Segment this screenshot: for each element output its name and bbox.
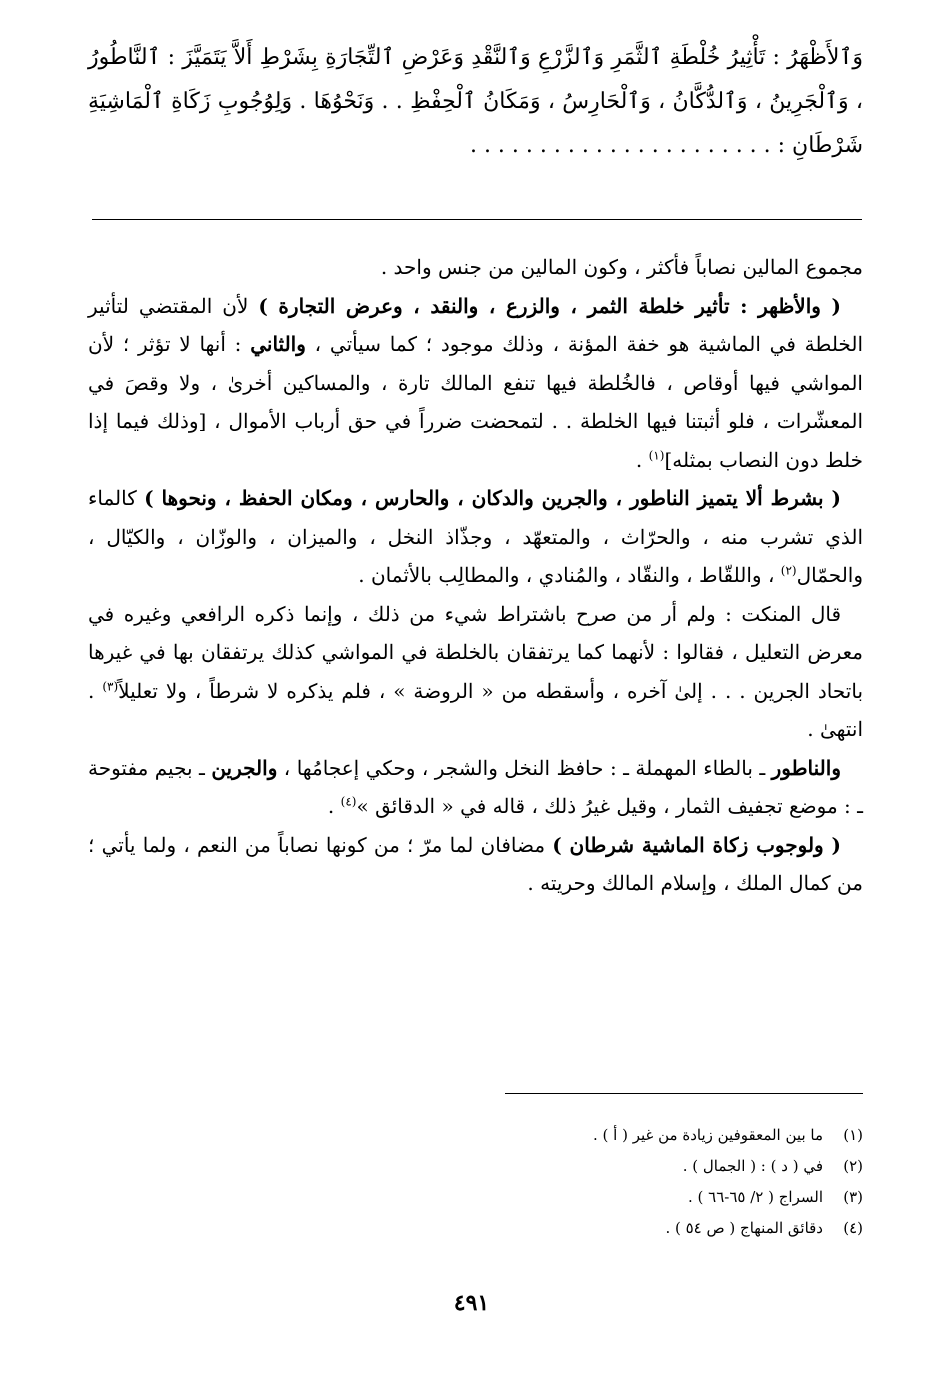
footnote-separator: [505, 1093, 863, 1094]
commentary-paragraph: [88, 479, 863, 595]
footnote-number: (٤): [843, 1219, 863, 1237]
bold-term: والجرين: [211, 755, 278, 780]
footnotes: [300, 1120, 863, 1244]
bold-term: والناطور: [771, 755, 841, 780]
quoted-matn: ( والأظهر : تأثير خلطة الثمر ، والزرع ، والنقد ، وعرض التجارة ): [258, 293, 841, 318]
commentary-paragraph: [88, 595, 863, 749]
footnote-ref: (١): [648, 447, 665, 462]
commentary: [88, 248, 863, 903]
quoted-matn: ( بشرط ألا يتميز الناطور ، والجرين والدكان ، والحارس ، ومكان الحفظ ، ونحوها ): [144, 486, 841, 510]
commentary-text: : أنها لا تؤثر ؛ لأن المواشي فيها أوقاص ، فالخُلطة فيها تنفع المالك تارة ، والمساكين أخرىٰ ، ولا وقصَ في المعشّرات ، فلو أثبتنا فيها الخلطة . . لتمحضت ضرراً في حق أرباب الأموال ، [وذلك فيما إذا خلط دون النصاب بمثله]: [88, 332, 863, 472]
footnote: [300, 1151, 863, 1182]
commentary-text: مضافان لما مرّ ؛ من كونها نصاباً من النعم ، ولما يأتي ؛ من كمال الملك ، وإسلام المالك وحريته .: [88, 832, 863, 895]
commentary-paragraph: [88, 749, 863, 826]
commentary-paragraph: [88, 248, 863, 287]
matn-text: وَٱلأَظْهَرُ : تَأْثِيرُ خُلْطَةِ ٱلثَّمَرِ وَٱلزَّرْعِ وَٱلنَّقْدِ وَعَرْضِ ٱلتِّجَارَةِ بِشَرْطِ أَلاَّ يَتَمَيَّزَ : ٱلنَّاطُورُ ، وَٱلْجَرِينُ ، وَٱلدُّكَّانُ ، وَٱلْحَارِسُ ، وَمَكَانُ ٱلْحِفْظِ . . وَنَحْوُهَا . وَلِوُجُوبِ زَكَاةِ ٱلْمَاشِيَةِ شَرْطَانِ : . . . . . . . . . . . . . . . . . . . . . .: [88, 45, 863, 158]
bold-term: والثاني: [250, 332, 306, 356]
commentary-text: لأن المقتضي لتأثير الخلطة في الماشية هو خفة المؤنة ، وذلك موجود ؛ كما سيأتي ،: [88, 293, 863, 356]
matn-separator: [92, 219, 862, 220]
commentary-text: . انتهىٰ .: [88, 678, 863, 741]
footnote-text: دقائق المنهاج ( ص ٥٤ ) .: [665, 1219, 823, 1237]
commentary-text: كالماء الذي تشرب منه ، والحرّاث ، والمتعهّد ، وجذّاذ النخل ، والميزان ، والوزّان ، والكيّال ، والحمّال: [88, 486, 863, 587]
footnote-ref: (٤): [340, 794, 357, 809]
footnote-text: ما بين المعقوفين زيادة من غير ( أ ) .: [592, 1126, 823, 1144]
commentary-text: مجموع المالين نصاباً فأكثر ، وكون المالين من جنس واحد .: [380, 255, 863, 279]
footnote-ref: (٣): [102, 678, 119, 693]
commentary-text: .: [635, 447, 649, 472]
commentary-paragraph: [88, 287, 863, 480]
commentary-text: .: [327, 794, 341, 818]
footnote-number: (١): [843, 1126, 863, 1144]
commentary-paragraph: [88, 826, 863, 903]
footnote: [300, 1182, 863, 1213]
commentary-text: قال المنكت : ولم أر من صرح باشتراط شيء من ذلك ، وإنما ذكره الرافعي وغيره في معرض التعليل ، فقالوا : لأنهما كما يرتفقان بالخلطة في المواشي كذلك يرتفقان بها في غيرها باتحاد الجرين . . . إلىٰ آخره ، وأسقطه من « الروضة » ، فلم يذكره لا شرطاً ، ولا تعليلاً: [88, 601, 864, 703]
footnote-number: (٣): [843, 1188, 863, 1206]
commentary-text: ، واللقّاط ، والنقّاد ، والمُنادي ، والمطالِب بالأثمان .: [358, 563, 781, 587]
quoted-matn: ( ولوجوب زكاة الماشية شرطان ): [552, 832, 841, 857]
footnote: [300, 1213, 863, 1244]
commentary-text: ـ بالطاء المهملة ـ : حافظ النخل والشجر ، وحكي إعجامُها ،: [277, 755, 772, 780]
footnote-ref: (٢): [780, 563, 797, 578]
page-number: ٤٩١: [453, 1290, 490, 1316]
footnote-number: (٢): [843, 1157, 863, 1175]
footnote: [300, 1120, 863, 1151]
commentary-text: ـ بجيم مفتوحة ـ : موضع تجفيف الثمار ، وقيل غيرُ ذلك ، قاله في « الدقائق »: [88, 755, 863, 818]
footnote-text: في ( د ) : ( الجمال ) .: [682, 1157, 823, 1175]
footnote-text: السراج ( ٢/ ٦٥-٦٦ ) .: [687, 1188, 823, 1206]
